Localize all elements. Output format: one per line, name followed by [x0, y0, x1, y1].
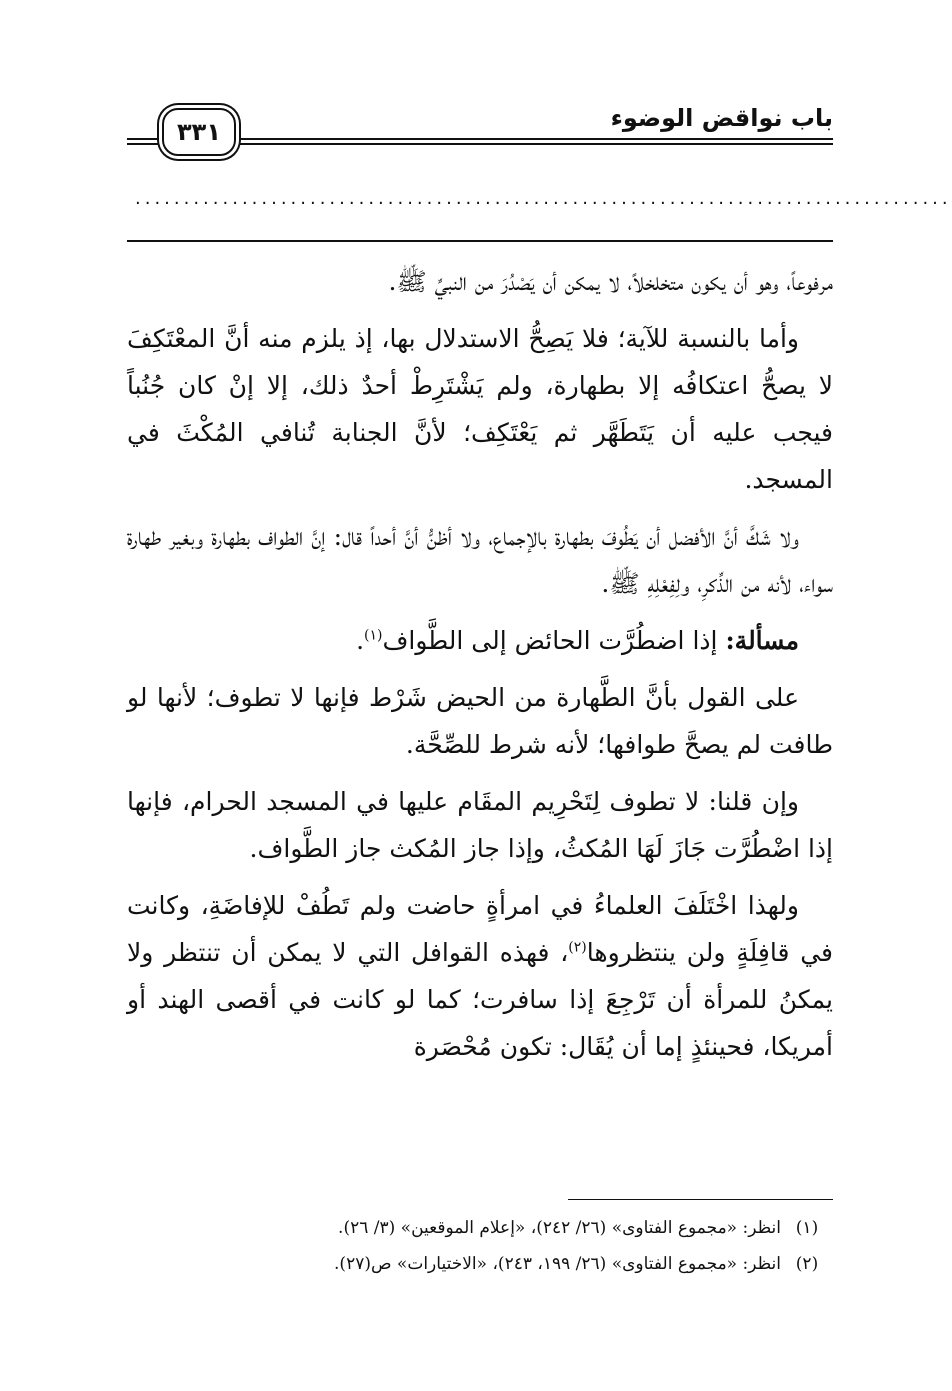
footnote: [127, 1210, 833, 1246]
paragraph: وإن قلنا: لا تطوف لِتَحْرِيم المقَام عليها في المسجد الحرام، فإنها إذا اضْطُرَّت جَازَ لَهَا المُكثُ، وإذا جاز المُكث جاز الطَّواف.: [127, 787, 833, 863]
header-rule: [232, 138, 833, 145]
paragraph: [127, 882, 833, 1070]
footnote-text: انظر: «مجموع الفتاوى» (٢٦/ ٢٤٢)، «إعلام الموقعين» (٣/ ٢٦).: [338, 1218, 781, 1238]
issue-paragraph: [127, 617, 833, 664]
footnotes: [127, 1210, 833, 1282]
footnote-marker: (٢): [568, 939, 587, 956]
chapter-title: باب نواقض الوضوء: [610, 104, 833, 132]
issue-end: .: [356, 626, 365, 655]
paragraph: ولا شَكَّ أنَّ الأفضل أن يَطُوفَ بطهارة بالإجماع، ولا أظنُّ أنَّ أحداً قال: إنَّ الطواف بطهارة وبغير طهارة سواء، لأنه من الذِّكرِ، ولِفِعْلِهِ ﷺ.: [127, 522, 833, 598]
paragraph: مرفوعاً، وهو أن يكون متخلخلاً، لا يمكن أن يَصْدُرَ من النبيِّ ﷺ.: [388, 267, 833, 296]
issue-text: إذا اضطُرَّت الحائض إلى الطَّواف: [382, 626, 718, 655]
paragraph-text: ولهذا اخْتَلَفَ العلماءُ في امرأةٍ حاضت ولم تَطُفْ للإفاضَةِ، وكانت في قافِلَةٍ ولن ينتظروها: [127, 891, 833, 967]
issue-label: مسألة:: [725, 626, 799, 655]
header-rule: [127, 138, 165, 145]
body-text: [127, 258, 833, 1080]
dotted-separator: ....................................................................................: [135, 188, 952, 209]
paragraph: على القول بأنَّ الطَّهارة من الحيض شَرْط فإنها لا تطوف؛ لأنها لو طافت لم يصحَّ طوافها؛ لأنه شرط للصِّحَّة.: [127, 683, 833, 759]
separator-rule: [127, 240, 833, 242]
footnote-number: (١): [795, 1218, 819, 1238]
paragraph: وأما بالنسبة للآية؛ فلا يَصِحُّ الاستدلال بها، إذ يلزم منه أنَّ المعْتَكِفَ لا يصحُّ اعتكافُه إلا بطهارة، ولم يَشْتَرِطْ أحدٌ ذلك، إلا إنْ كان جُنُباً فيجب عليه أن يَتَطَهَّر ثم يَعْتَكِف؛ لأنَّ الجنابة تُنافي المُكْثَ في المسجد.: [127, 324, 833, 494]
footnote-marker: (١): [364, 627, 383, 644]
footnote-text: انظر: «مجموع الفتاوى» (٢٦/ ١٩٩، ٢٤٣)، «الاختيارات» ص(٢٧).: [334, 1254, 781, 1274]
footnote: [127, 1246, 833, 1282]
paragraph-text: ، فهذه القوافل التي لا يمكن أن تنتظر ولا يمكنُ للمرأة أن تَرْجِعَ إذا سافرت؛ كما لو كانت في أقصى الهند أو أمريكا، فحينئذٍ إما أن يُقَال: تكون مُحْصَرة: [127, 938, 833, 1061]
footnote-number: (٢): [795, 1254, 819, 1274]
footnote-rule: [568, 1199, 833, 1200]
page-number: ٣٣١: [162, 108, 236, 156]
